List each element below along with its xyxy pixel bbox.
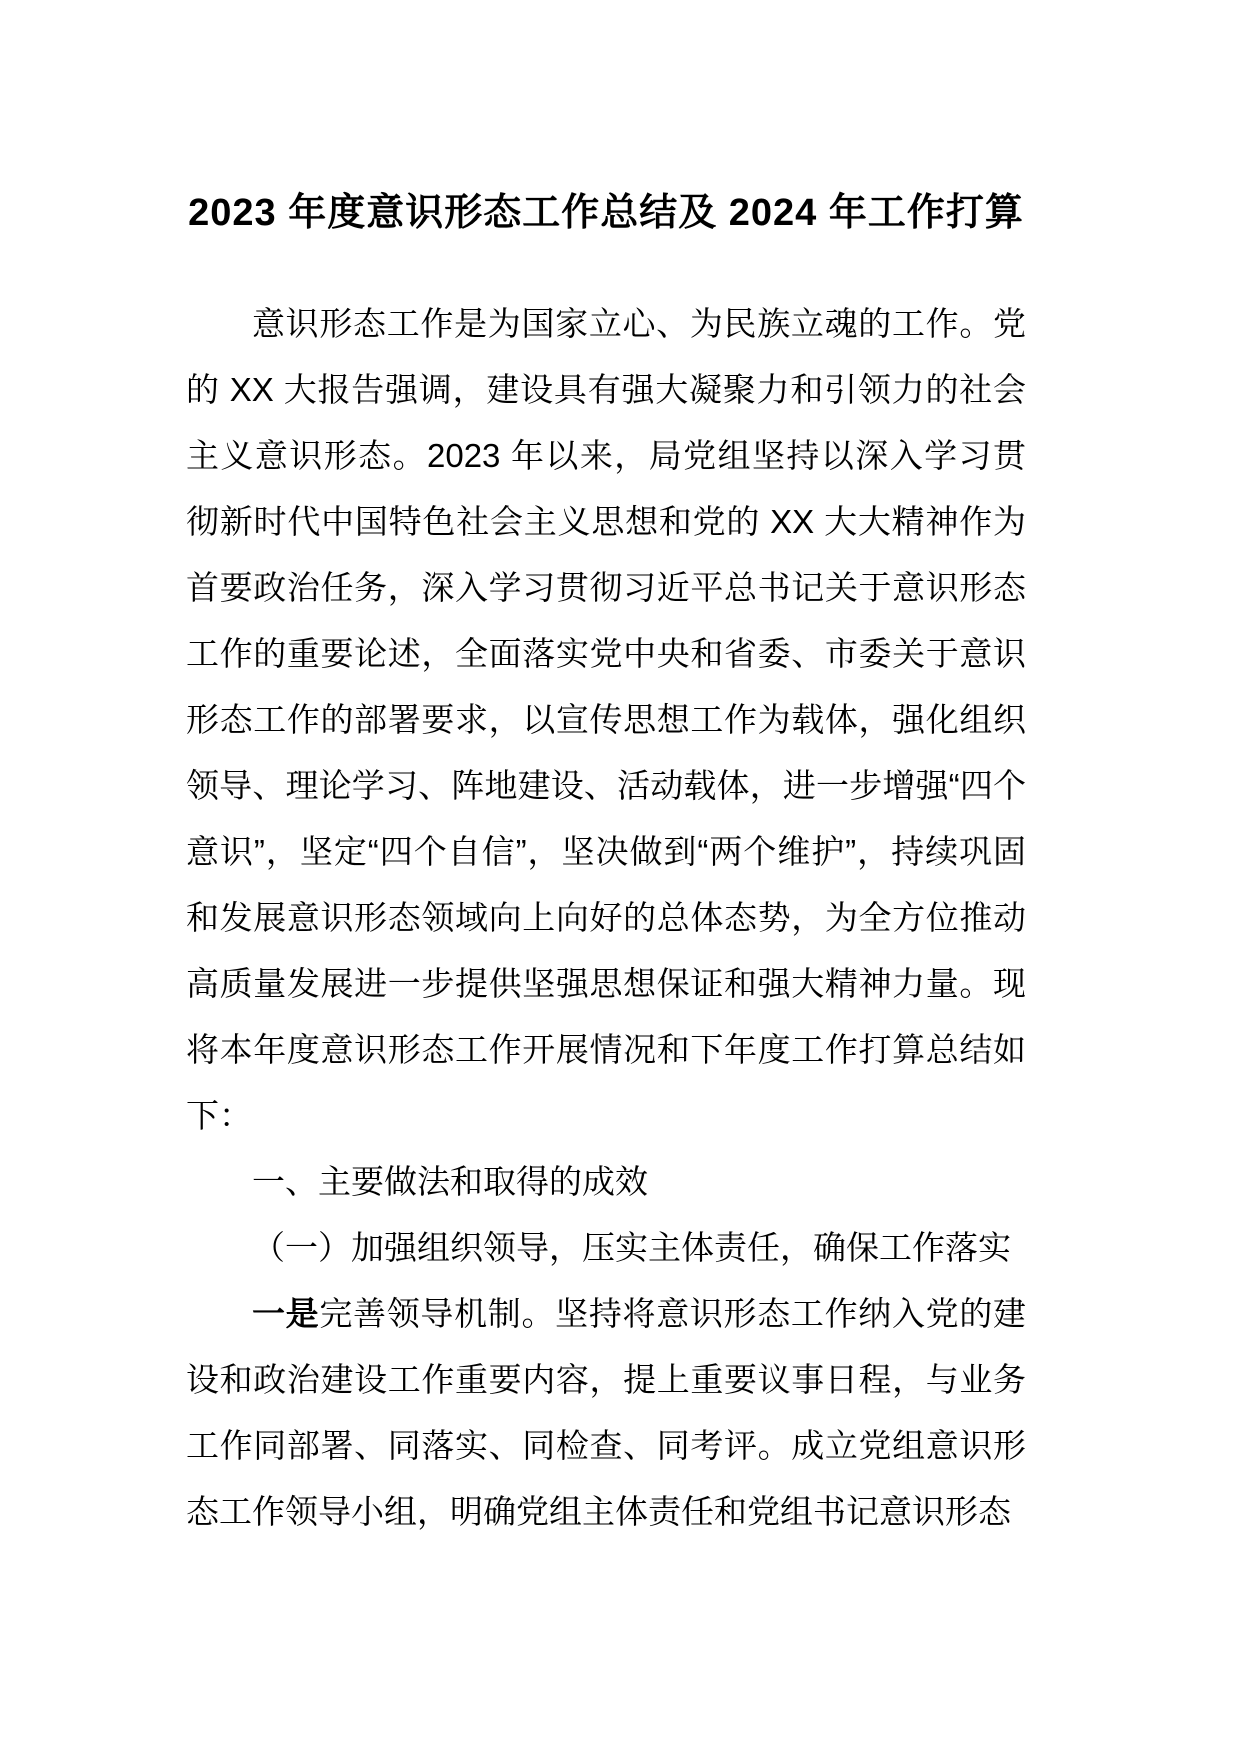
intro-paragraph: 意识形态工作是为国家立心、为民族立魂的工作。党的 XX 大报告强调，建设具有强大凝聚力和引领力的社会主义意识形态。2023 年以来，局党组坚持以深入学习贯彻新时代中国特色社会主义思想和党的 XX 大大精神作为首要政治任务，深入学习贯彻习近平总书记关于意识形态工作的重要论述，全面落实党中央和省委、市委关于意识形态工作的部署要求，以宣传思想工作为载体，强化组织领导、理论学习、阵地建设、活动载体，进一步增强“四个意识”，坚定“四个自信”，坚决做到“两个维护”，持续巩固和发展意识形态领域向上向好的总体态势，为全方位推动高质量发展进一步提供坚强思想保证和强大精神力量。现将本年度意识形态工作开展情况和下年度工作打算总结如下： — [186, 305, 1026, 1134]
paragraph-bold-lead: 一是 — [252, 1295, 320, 1332]
paragraph-rest-text: 完善领导机制。坚持将意识形态工作纳入党的建设和政治建设工作重要内容，提上重要议事日程，与业务工作同部署、同落实、同检查、同考评。成立党组意识形态工作领导小组，明确党组主体责任和党组书记意识形态 — [186, 1295, 1027, 1530]
document-title: 2023 年度意识形态工作总结及 2024 年工作打算 — [188, 192, 1024, 234]
section-heading-level1: 一、主要做法和取得的成效 — [252, 1163, 648, 1200]
section-heading-level2: （一）加强组织领导，压实主体责任，确保工作落实 — [252, 1229, 1011, 1266]
document-content — [186, 180, 1026, 1545]
body-paragraph — [186, 1281, 1026, 1545]
